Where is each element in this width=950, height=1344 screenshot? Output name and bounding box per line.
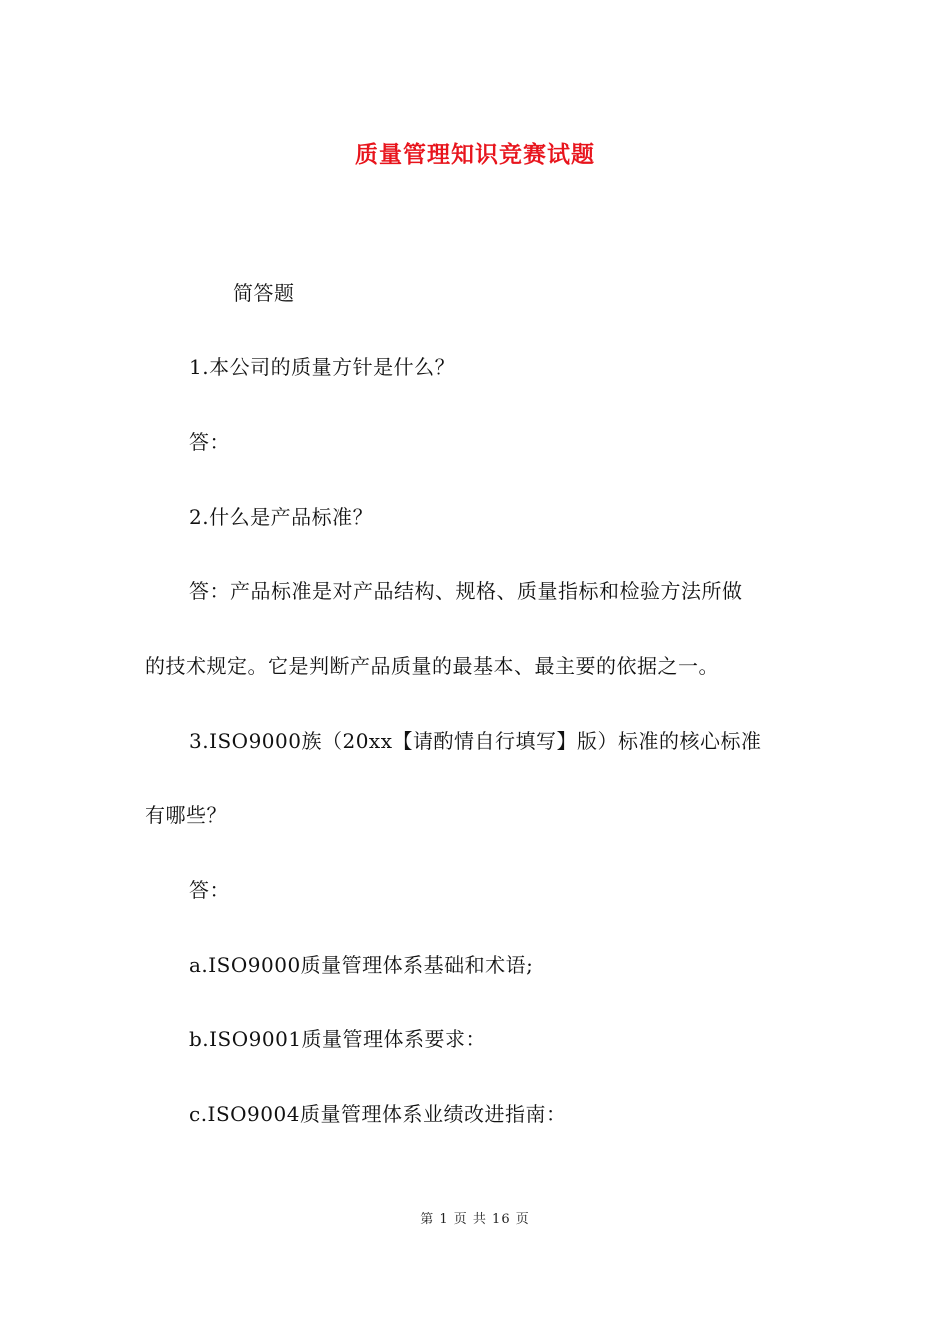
document-title: 质量管理知识竞赛试题	[355, 141, 595, 168]
answer-3-label: 答：	[189, 878, 230, 902]
section-heading: 简答题	[233, 281, 295, 305]
answer-3-item-b: b.ISO9001质量管理体系要求：	[189, 1027, 487, 1051]
page-footer: 第 1 页 共 16 页	[420, 1212, 530, 1227]
question-1: 1.本公司的质量方针是什么？	[189, 355, 456, 379]
answer-3-item-a: a.ISO9000质量管理体系基础和术语;	[189, 953, 534, 977]
answer-3-item-c: c.ISO9004质量管理体系业绩改进指南：	[189, 1102, 567, 1126]
question-2: 2.什么是产品标准？	[189, 505, 374, 529]
answer-2-line-1: 答：产品标准是对产品结构、规格、质量指标和检验方法所做	[189, 579, 743, 603]
answer-2-line-2: 的技术规定。它是判断产品质量的最基本、最主要的依据之一。	[145, 654, 719, 678]
question-3-line-1: 3.ISO9000族（20xx【请酌情自行填写】版）标准的核心标准	[189, 729, 762, 753]
question-3-line-2: 有哪些？	[145, 803, 227, 827]
answer-1-label: 答：	[189, 430, 230, 454]
